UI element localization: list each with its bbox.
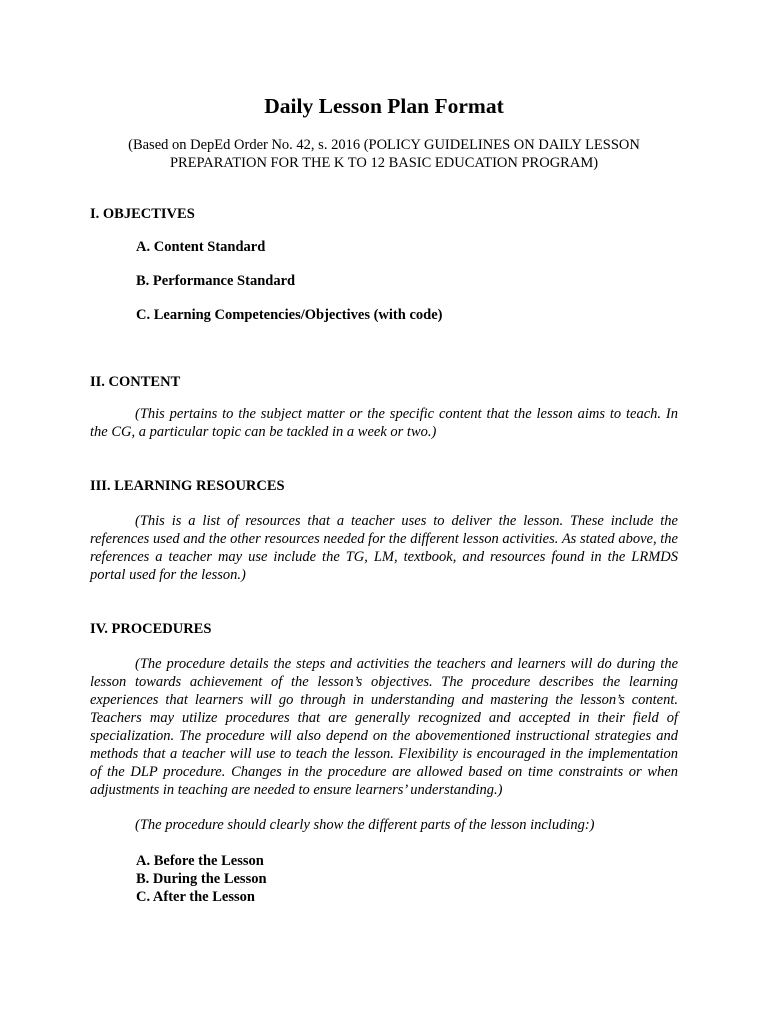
procedures-heading: IV. PROCEDURES: [90, 621, 212, 637]
objective-learning-competencies: C. Learning Competencies/Objectives (with code): [136, 307, 443, 323]
lesson-part-after: C. After the Lesson: [136, 889, 255, 905]
objective-performance-standard: B. Performance Standard: [136, 273, 296, 289]
content-description: (This pertains to the subject matter or the specific content that the lesson aims to teach. In the CG, a particular topic can be tackled in a week or two.): [90, 406, 678, 440]
document-title: Daily Lesson Plan Format: [264, 94, 504, 118]
lesson-parts-list: [136, 852, 267, 906]
document-subtitle: (Based on DepEd Order No. 42, s. 2016 (POLICY GUIDELINES ON DAILY LESSON PREPARATION FOR THE K TO 12 BASIC EDUCATION PROGRAM): [128, 137, 640, 171]
learning-resources-heading: III. LEARNING RESOURCES: [90, 478, 285, 494]
content-heading: II. CONTENT: [90, 374, 181, 390]
objectives-heading: I. OBJECTIVES: [90, 206, 195, 222]
lesson-part-before: A. Before the Lesson: [136, 853, 264, 869]
objective-content-standard: A. Content Standard: [136, 239, 266, 255]
learning-resources-description: (This is a list of resources that a teacher uses to deliver the lesson. These include the references used and the other resources needed for the different lesson activities. As stated above, the references a teacher may use include the TG, LM, textbook, and resources found in the LRMDS portal used for the lesson.): [90, 513, 678, 583]
procedures-note: (The procedure should clearly show the different parts of the lesson including:): [135, 817, 595, 833]
procedures-description: (The procedure details the steps and activities the teachers and learners will do during the lesson towards achievement of the lesson’s objectives. The procedure describes the learning experiences that learners will go through in understanding and mastering the lesson’s content. Teachers may utilize procedures that are generally recognized and accepted in their field of specialization. The procedure will also depend on the abovementioned instructional strategies and methods that a teacher will use to teach the lesson. Flexibility is encouraged in the implementation of the DLP procedure. Changes in the procedure are allowed based on time constraints or when adjustments in teaching are needed to ensure learners’ understanding.): [90, 656, 678, 798]
lesson-part-during: B. During the Lesson: [136, 871, 267, 887]
